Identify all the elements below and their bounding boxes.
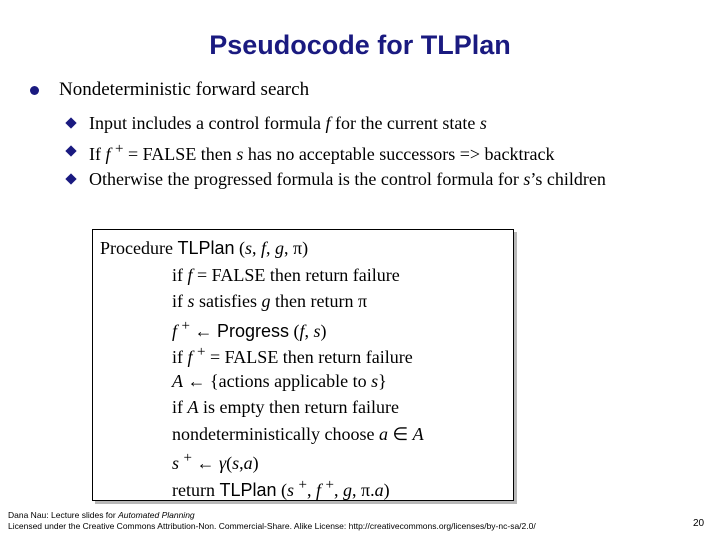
diamond-bullet-icon [65, 117, 76, 128]
footer-line-1: Dana Nau: Lecture slides for Automated Planning [8, 510, 195, 520]
sub-bullet-text: Otherwise the progressed formula is the control formula for s’s children [89, 169, 606, 189]
sub-bullet-text: If f + = FALSE then s has no acceptable successors => backtrack [89, 141, 555, 164]
procedure-line-3: if s satisfies g then return π [172, 291, 368, 311]
procedure-line-1: Procedure TLPlan (s, f, g, π) [100, 238, 309, 258]
footer-credits [8, 510, 536, 532]
diamond-bullet-icon [65, 145, 76, 156]
main-bullet-text: Nondeterministic forward search [59, 79, 310, 100]
diamond-bullet-icon [65, 173, 76, 184]
sub-bullet-text: Input includes a control formula f for the current state s [89, 113, 487, 133]
procedure-line-6: A ← {actions applicable to s} [172, 371, 387, 391]
bullet-dot-icon [30, 86, 39, 95]
procedure-line-2: if f = FALSE then return failure [172, 265, 400, 285]
footer-line-2: Licensed under the Creative Commons Attribution-Non. Commercial-Share. Alike License: http://creativecommons.org/licenses/by-nc-sa/2.0/ [8, 521, 536, 531]
slide-title: Pseudocode for TLPlan [209, 30, 511, 60]
procedure-line-7: if A is empty then return failure [172, 397, 399, 417]
page-number: 20 [693, 518, 705, 529]
procedure-line-5: if f + = FALSE then return failure [172, 344, 413, 367]
procedure-line-10: return TLPlan (s +, f +, g, π.a) [172, 477, 390, 500]
procedure-line-4: f + ← Progress (f, s) [172, 318, 327, 341]
procedure-line-9: s + ← γ(s,a) [172, 450, 259, 473]
procedure-line-8: nondeterministically choose a ∈ A [172, 424, 424, 444]
